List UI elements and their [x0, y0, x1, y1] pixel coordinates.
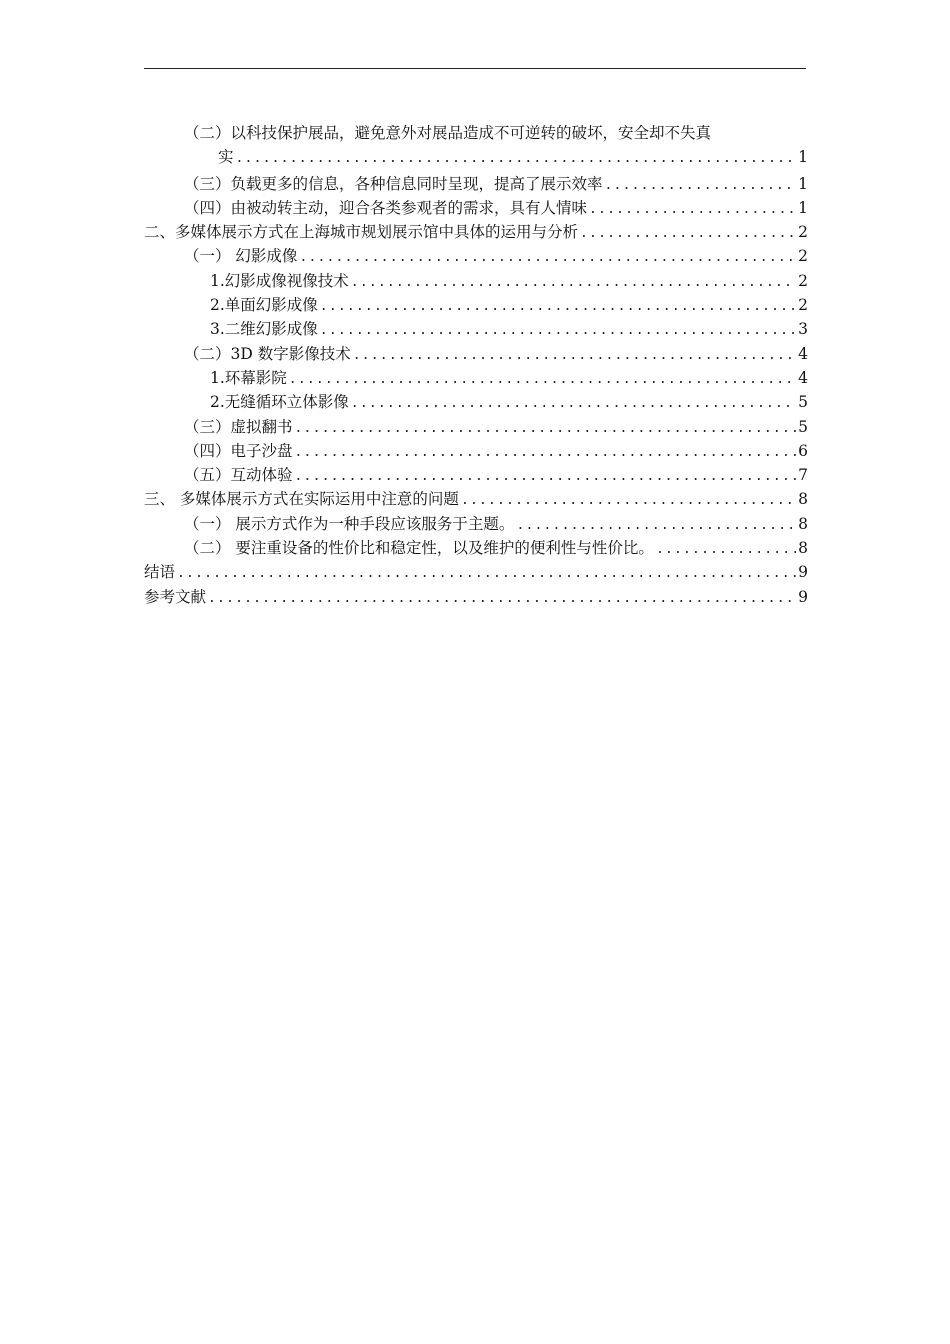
- dot-leader: [353, 344, 796, 366]
- toc-page-number: 9: [798, 587, 808, 606]
- toc-entry-text: 1.幻影成像视像技术: [210, 271, 349, 290]
- toc-entry-text: 2.单面幻影成像: [210, 296, 318, 315]
- toc-entry-section-2[interactable]: [144, 536, 808, 560]
- toc-entry-text: 2.无缝循环立体影像: [210, 393, 349, 412]
- toc-entry-section-2[interactable]: [144, 342, 808, 366]
- toc-entry-text: （二）3D 数字影像技术: [184, 344, 351, 363]
- toc-entry-text: 参考文献: [144, 587, 207, 606]
- toc-page-number: 8: [798, 539, 808, 558]
- dot-leader: [351, 392, 796, 414]
- toc-entry-section-3[interactable]: [144, 415, 808, 439]
- toc-entry-sub-1[interactable]: [144, 366, 808, 390]
- toc-entry-sub-2[interactable]: [144, 293, 808, 317]
- toc-entry-text: （五）互动体验: [184, 466, 293, 485]
- dot-leader: [208, 587, 796, 609]
- dot-leader: [605, 174, 796, 196]
- toc-entry-references[interactable]: [144, 585, 808, 609]
- toc-entry-sub-3[interactable]: [144, 317, 808, 341]
- toc-page-number: 5: [798, 393, 808, 412]
- toc-entry-text: （四）由被动转主动，迎合各类参观者的需求，具有人情味: [184, 198, 588, 217]
- toc-entry-text: 1.环幕影院: [210, 368, 287, 387]
- header-rule: [144, 68, 806, 69]
- toc-page-number: 5: [798, 417, 808, 436]
- dot-leader: [295, 465, 796, 487]
- toc-entry-text: （二）以科技保护展品，避免意外对展品造成不可逆转的破坏，安全却不失真: [184, 124, 712, 142]
- toc-page-number: 8: [798, 490, 808, 509]
- toc-entry-section-1[interactable]: [144, 512, 808, 536]
- dot-leader: [580, 222, 796, 244]
- toc-entry-section-5[interactable]: [144, 463, 808, 487]
- dot-leader: [289, 368, 796, 390]
- toc-entry-text-continued: 实: [218, 148, 234, 167]
- toc-page-number: 2: [798, 247, 808, 266]
- toc-page-number: 4: [798, 344, 808, 363]
- dot-leader: [351, 271, 796, 293]
- dot-leader: [320, 319, 796, 341]
- toc-entry-text: （一） 幻影成像: [184, 247, 298, 266]
- dot-leader: [320, 295, 796, 317]
- dot-leader: [656, 538, 796, 560]
- dot-leader: [295, 441, 796, 463]
- dot-leader: [295, 417, 796, 439]
- toc-page-number: 2: [798, 271, 808, 290]
- toc-entry-conclusion[interactable]: [144, 560, 808, 584]
- toc-entry-sub-2[interactable]: [144, 390, 808, 414]
- toc-entry-section-4[interactable]: [144, 439, 808, 463]
- toc-entry-2-2[interactable]: [144, 121, 808, 172]
- toc-page-number: 4: [798, 368, 808, 387]
- table-of-contents: [144, 121, 808, 609]
- toc-entry-2-3[interactable]: [144, 172, 808, 196]
- toc-page-number: 1: [798, 174, 808, 193]
- toc-page-number: 2: [798, 296, 808, 315]
- dot-leader: [299, 246, 796, 268]
- dot-leader: [589, 198, 796, 220]
- toc-page-number: 3: [798, 320, 808, 339]
- toc-entry-text: 二、多媒体展示方式在上海城市规划展示馆中具体的运用与分析: [144, 223, 579, 242]
- toc-page-number: 7: [798, 466, 808, 485]
- dot-leader: [516, 514, 796, 536]
- toc-entry-text: （二） 要注重设备的性价比和稳定性，以及维护的便利性与性价比。: [184, 539, 654, 558]
- dot-leader: [461, 489, 796, 511]
- toc-entry-2-4[interactable]: [144, 196, 808, 220]
- toc-entry-text: 三、 多媒体展示方式在实际运用中注意的问题: [144, 490, 459, 509]
- toc-entry-text: 结语: [144, 563, 176, 582]
- toc-entry-text: （三）虚拟翻书: [184, 417, 293, 436]
- dot-leader: [177, 562, 796, 584]
- toc-page-number: 1: [798, 198, 808, 217]
- toc-entry-sub-1[interactable]: [144, 269, 808, 293]
- toc-page-number: 1: [798, 148, 808, 167]
- dot-leader: [236, 147, 796, 171]
- toc-page-number: 6: [798, 441, 808, 460]
- toc-entry-chapter-2[interactable]: [144, 220, 808, 244]
- toc-page-number: 9: [798, 563, 808, 582]
- toc-entry-text: （一） 展示方式作为一种手段应该服务于主题。: [184, 514, 515, 533]
- toc-entry-chapter-3[interactable]: [144, 487, 808, 511]
- toc-page-number: 2: [798, 223, 808, 242]
- toc-page-number: 8: [798, 514, 808, 533]
- toc-entry-section-1[interactable]: [144, 244, 808, 268]
- toc-entry-text: （三）负载更多的信息，各种信息同时呈现，提高了展示效率: [184, 174, 603, 193]
- toc-entry-text: （四）电子沙盘: [184, 441, 293, 460]
- toc-entry-text: 3.二维幻影成像: [210, 320, 318, 339]
